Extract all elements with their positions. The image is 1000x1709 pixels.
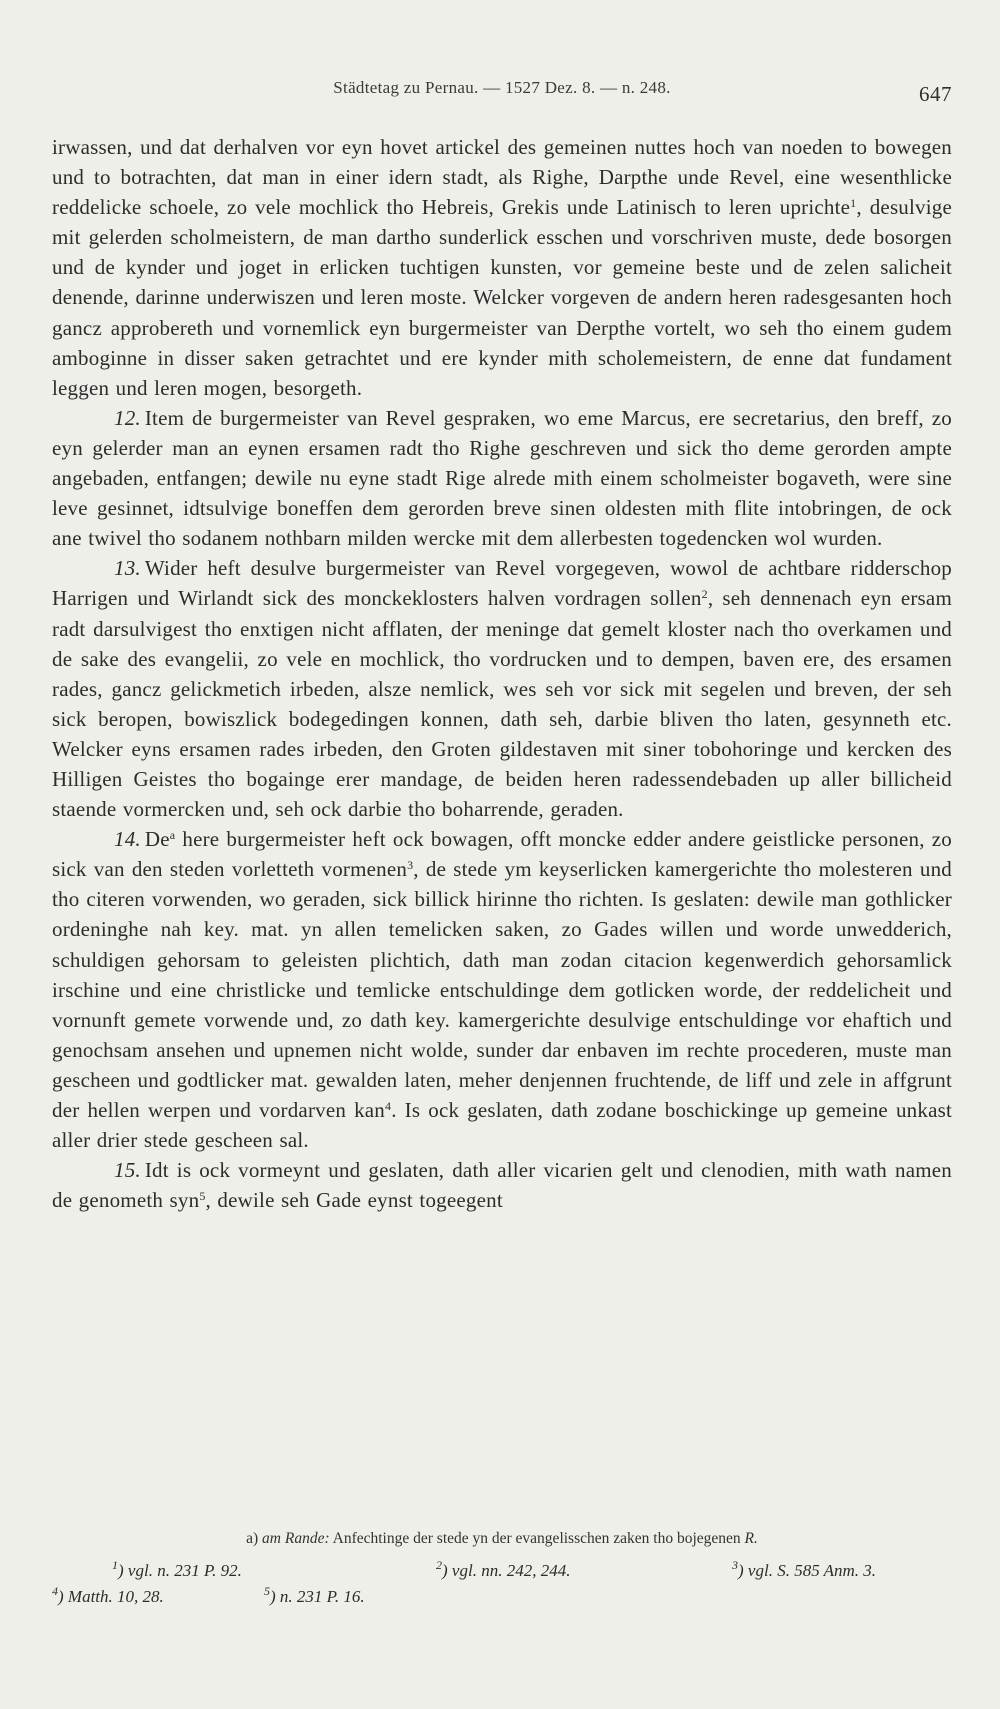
running-title: Städtetag zu Pernau. — 1527 Dez. 8. — n. 248. bbox=[333, 78, 671, 97]
footnote-mark: 4 bbox=[52, 1584, 58, 1598]
page-header bbox=[52, 74, 952, 110]
marginal-note bbox=[52, 1530, 952, 1548]
marginal-note-ref-a: a bbox=[169, 828, 176, 843]
footnote-3: $^3$) vgl. S. 585 Anm. 3. bbox=[732, 1558, 877, 1580]
footnote-mark: 2 bbox=[436, 1558, 442, 1572]
section-14 bbox=[52, 824, 952, 1155]
main-text bbox=[52, 132, 952, 1215]
footnote-ref-5: 5 bbox=[199, 1189, 206, 1204]
text-run: . Is ock geslaten, dath zodane boschickinge up gemeine unkast aller drier stede gescheen sal. bbox=[52, 1098, 952, 1153]
text-run: , dewile seh Gade eynst togeegent bbox=[205, 1188, 503, 1213]
section-12 bbox=[52, 403, 952, 553]
section-13 bbox=[52, 553, 952, 824]
footnote-text: vgl. n. 231 P. 92. bbox=[127, 1561, 242, 1580]
text-run: , de stede ym keyserlicken kamergerichte tho molesteren und tho citeren vorwenden, wo geraden, sick billick hirinne tho richten. Is geslaten: dewile man gothlicker ordeninghe nah key. mat. yn allen temelicken saken, zo Gades willen und worde unwedderich, schuldigen gehorsam to geleisten plichtich, dath man zodan citacion kegenwerdich gehorsamlick irschine und eine christlicke und temlicke entschuldinge dem gotlicken worde, der reddelicheit und vornunft gemete vorwende und, zo dath key. kamergerichte desulvige entschuldinge vor ehaftich und genochsam ansehen und upnemen nicht wolde, sunder dar enbaven im rechte procederen, muste man gescheen und godtlicker mat. gewalden laten, meher denjennen fruchtende, de liff und zele in affgrunt der hellen werpen und vordarven kan bbox=[52, 857, 952, 1122]
marginal-text: Anfechtinge der stede yn der evangelisschen zaken tho bojegenen bbox=[332, 1530, 741, 1547]
footnote-text: n. 231 P. 16. bbox=[279, 1587, 365, 1606]
footnote-4: $^4$) Matth. 10, 28. bbox=[52, 1584, 164, 1606]
footnote-mark: 1 bbox=[112, 1558, 118, 1572]
text-run: De bbox=[144, 827, 170, 852]
text-run: , desulvige mit gelerden scholmeistern, de man dartho sunderlick esschen und vorschriven muste, dede bosorgen und de kynder und joget in erlicken tuchtigen kunsten, vor gemeine beste und de zelen salicheit denende, darinne underwiszen und leren moste. Welcker vorgeven de andern heren radesgesanten hoch gancz approbereth und vornemlick eyn burgermeister van Derpthe vortelt, wo seh tho einem gudem amboginne in disser saken getrachtet und ere kynder mith scholemeistern, de enne dat fundament leggen und leren mogen, besorgeth. bbox=[52, 195, 953, 400]
section-number: 14. bbox=[114, 827, 141, 852]
footnote-text: vgl. S. 585 Anm. 3. bbox=[747, 1561, 877, 1580]
section-number: 12. bbox=[114, 405, 141, 430]
footnotes-row-2 bbox=[52, 1584, 952, 1613]
footnote-text: vgl. nn. 242, 244. bbox=[451, 1561, 571, 1580]
footnote-5: $^5$) n. 231 P. 16. bbox=[264, 1584, 365, 1606]
footnote-1: $^1$) vgl. n. 231 P. 92. bbox=[112, 1558, 242, 1580]
paragraph-continuation bbox=[52, 132, 952, 403]
text-run: Wider heft desulve burgermeister van Revel vorgegeven, wowol de achtbare ridderschop Harrigen und Wirlandt sick des monckeklosters halven vordragen sollen bbox=[52, 556, 952, 611]
footnote-mark: 5 bbox=[264, 1584, 270, 1598]
footnote-2: $^2$) vgl. nn. 242, 244. bbox=[436, 1558, 571, 1580]
text-run: Item de burgermeister van Revel gespraken, wo eme Marcus, ere secretarius, den breff, zo eyn gelerder man an eynen ersamen radt tho Righe geschreven und sick tho deme gerorden ampte angebaden, entfangen; dewile nu eyne stadt Rige alrede mith einem scholmeister bogaveth, were sine leve gesinnet, idtsulvige boneffen dem gerorden breve sinen oldesten mith flite intobringen, de ock ane twivel tho sodanem nothbarn milden wercke mit dem allerbesten togedencken wol wurden. bbox=[52, 405, 952, 551]
section-15 bbox=[52, 1155, 952, 1215]
text-run: here burgermeister heft ock bowagen, offt moncke edder andere geistlicke personen, zo sick van den steden vorletteth vormenen bbox=[52, 827, 952, 882]
footnotes-row-1 bbox=[52, 1558, 952, 1587]
section-number: 13. bbox=[114, 556, 141, 581]
footnote-mark: 3 bbox=[732, 1558, 738, 1572]
marginal-source: R. bbox=[744, 1530, 758, 1547]
marginal-label: a) bbox=[246, 1530, 259, 1547]
text-run: irwassen, und dat derhalven vor eyn hovet artickel des gemeinen nuttes hoch van noeden to bowegen und to botrachten, dat man in einer idern stadt, als Righe, Darpthe unde Revel, eine wesenthlicke reddelicke schoele, zo vele mochlick tho Hebreis, Grekis unde Latinisch to leren uprichte bbox=[52, 135, 952, 220]
page-number: 647 bbox=[919, 82, 952, 106]
section-number: 15. bbox=[114, 1158, 141, 1183]
text-run: , seh dennenach eyn ersam radt darsulvigest tho enxtigen nicht afflaten, der meninge dat gemelt kloster nach tho overkamen und de sake des evangelii, zo vele en mochlick, tho vordrucken und to dempen, baven ere, des ersamen rades, gancz gelickmetich irbeden, alsze nemlick, wes seh vor sick mit segelen und breven, der seh sick beropen, bowiszlick bodegedingen konnen, dath seh, darbie bliven tho laten, gesynneth etc. Welcker eyns ersamen rades irbeden, den Groten gildestaven mit siner tobohoringe und kercken des Hilligen Geistes tho bogainge erer mandage, de beiden heren radessendebaden up aller billicheid staende vormercken und, seh ock darbie tho boharrende, geraden. bbox=[52, 586, 952, 822]
footnote-ref-3: 3 bbox=[407, 858, 414, 873]
footnote-text: Matth. 10, 28. bbox=[67, 1587, 164, 1606]
marginal-am-rande: am Rande: bbox=[262, 1530, 330, 1547]
footnote-ref-1: 1 bbox=[850, 196, 857, 211]
text-run: Idt is ock vormeynt und geslaten, dath aller vicarien gelt und clenodien, mith wath namen de genometh syn bbox=[52, 1158, 952, 1213]
footnote-ref-4: 4 bbox=[385, 1099, 392, 1113]
footnote-ref-2: 2 bbox=[701, 587, 708, 602]
